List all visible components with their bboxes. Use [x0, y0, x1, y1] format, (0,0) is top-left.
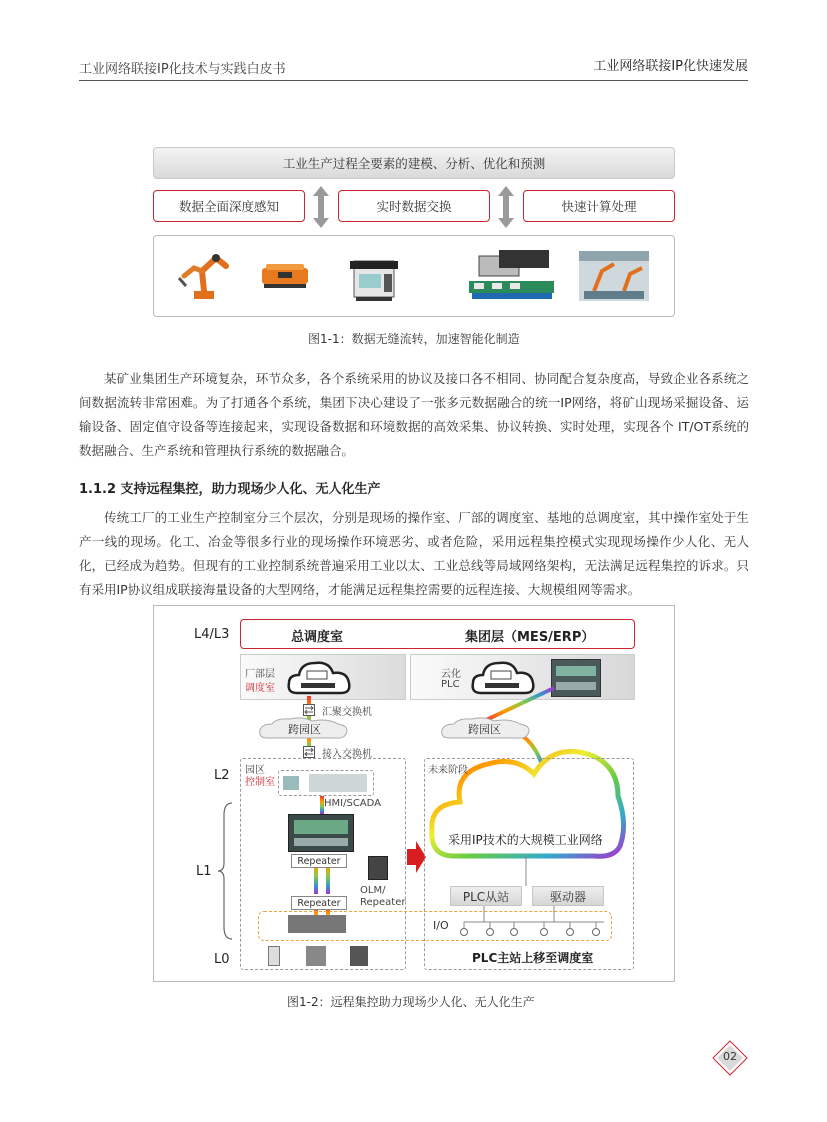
repeater-box-2: Repeater: [291, 896, 347, 910]
page-number: 02: [723, 1050, 737, 1063]
big-cloud-label: 采用IP技术的大规模工业网络: [448, 833, 603, 847]
fig2-diagram: [153, 605, 675, 982]
plc-label: PLC: [441, 679, 460, 690]
double-arrow-icon: [311, 184, 331, 230]
paragraph-text: 传统工厂的工业生产控制室分三个层次，分别是现场的操作室、厂部的调度室、基地的总调度室，其中操作室处于生产一线的现场。化工、冶金等很多行业的现场操作环境恶劣、或者危险，采用远程集控模式实现现场操作少人化、无人化，已经成为趋势。但现有的工业控制系统普遍采用工业以太、工业总线等局域网络架构，无法满足远程集控的诉求。只有采用IP协议组成联接海量设备的大型网络，才能满足远程集控需要的远程连接、大规模组网等需求。: [79, 510, 749, 597]
dispatch-room-label: 调度室: [245, 683, 275, 694]
fig1-box-perception: 数据全面深度感知: [153, 190, 305, 222]
production-line-icon: [469, 250, 554, 299]
header-chapter-title: 工业网络联接IP化快速发展: [593, 59, 748, 74]
io-label: I/O: [433, 919, 449, 932]
group-layer-label: 集团层（MES/ERP）: [465, 630, 595, 645]
repeater-box-1: Repeater: [291, 854, 347, 868]
section-heading: 1.1.2 支持远程集控，助力现场少人化、无人化生产: [79, 482, 381, 497]
level-l4-l3: L4/L3: [194, 627, 230, 642]
hmi-scada-label: HMI/SCADA: [324, 798, 382, 809]
pc-icon: [283, 776, 299, 790]
body-paragraph-1: [79, 367, 749, 463]
fig1-equipment-panel: [153, 235, 675, 317]
olm-device-icon: [368, 856, 388, 880]
server-rack-icon: [309, 774, 367, 792]
header-doc-title: 工业网络联接IP化技术与实践白皮书: [79, 62, 286, 77]
inspection-machine-icon: [350, 261, 398, 301]
park-label: 园区: [245, 765, 265, 776]
paragraph-text: 某矿业集团生产环境复杂，环节众多，各个系统采用的协议及接口各不相同、协同配合复杂度高，导致企业各系统之间数据流转非常困难。为了打通各个系统，集团下决心建设了一张多元数据融合的统一IP网络，将矿山现场采掘设备、运输设备、固定值守设备等连接起来，实现设备数据和环境数据的高效采集、协议转换、实时处理，实现各个 IT/OT系统的数据融合、生产系统和管理执行系统的数据融合。: [79, 371, 749, 458]
level-l0: L0: [214, 952, 230, 967]
double-arrow-icon: [496, 184, 516, 230]
cross-park-right-label: 跨园区: [468, 723, 501, 736]
fig1-box-compute: 快速计算处理: [523, 190, 675, 222]
future-region: [424, 758, 634, 970]
cloud-label: 云化: [441, 669, 461, 680]
control-room-devices: [278, 770, 374, 796]
level-l2: L2: [214, 768, 230, 783]
motor-icon: [306, 946, 326, 966]
control-room-label: 控制室: [245, 777, 275, 788]
factory-workshop-icon: [579, 251, 649, 301]
header-divider: [79, 80, 748, 81]
switch-icon: [303, 746, 315, 758]
access-switch-label: 接入交换机: [322, 749, 372, 760]
future-stage-label: 未来阶段: [428, 765, 468, 776]
plc-cabinet-icon: [288, 814, 354, 852]
sensor-icon: [268, 946, 280, 966]
plc-slave-box: PLC从站: [450, 886, 522, 906]
actuator-icon: [350, 946, 368, 966]
robot-arm-icon: [179, 254, 226, 299]
switch-icon: [303, 704, 315, 716]
hq-dispatch-label: 总调度室: [291, 630, 344, 645]
agg-switch-label: 汇聚交换机: [322, 707, 372, 718]
driver-box: 驱动器: [532, 886, 604, 906]
level-l1: L1: [196, 864, 212, 879]
fig2-caption: 图1-2：远程集控助力现场少人化、无人化生产: [287, 995, 535, 1009]
fig1-top-banner: 工业生产过程全要素的建模、分析、优化和预测: [153, 147, 675, 179]
cross-park-left-label: 跨园区: [288, 723, 321, 736]
plc-master-label: PLC主站上移至调度室: [472, 951, 594, 965]
fig1-caption: 图1-1：数据无缝流转，加速智能化制造: [308, 332, 520, 346]
agv-robot-icon: [262, 264, 308, 288]
body-paragraph-2: [79, 506, 749, 602]
olm-repeater-label: Repeater: [360, 897, 406, 908]
olm-label: OLM/: [360, 885, 386, 896]
factory-layer-label: 厂部层: [245, 669, 275, 680]
field-device-strip-icon: [288, 915, 346, 933]
fig1-box-exchange: 实时数据交换: [338, 190, 490, 222]
